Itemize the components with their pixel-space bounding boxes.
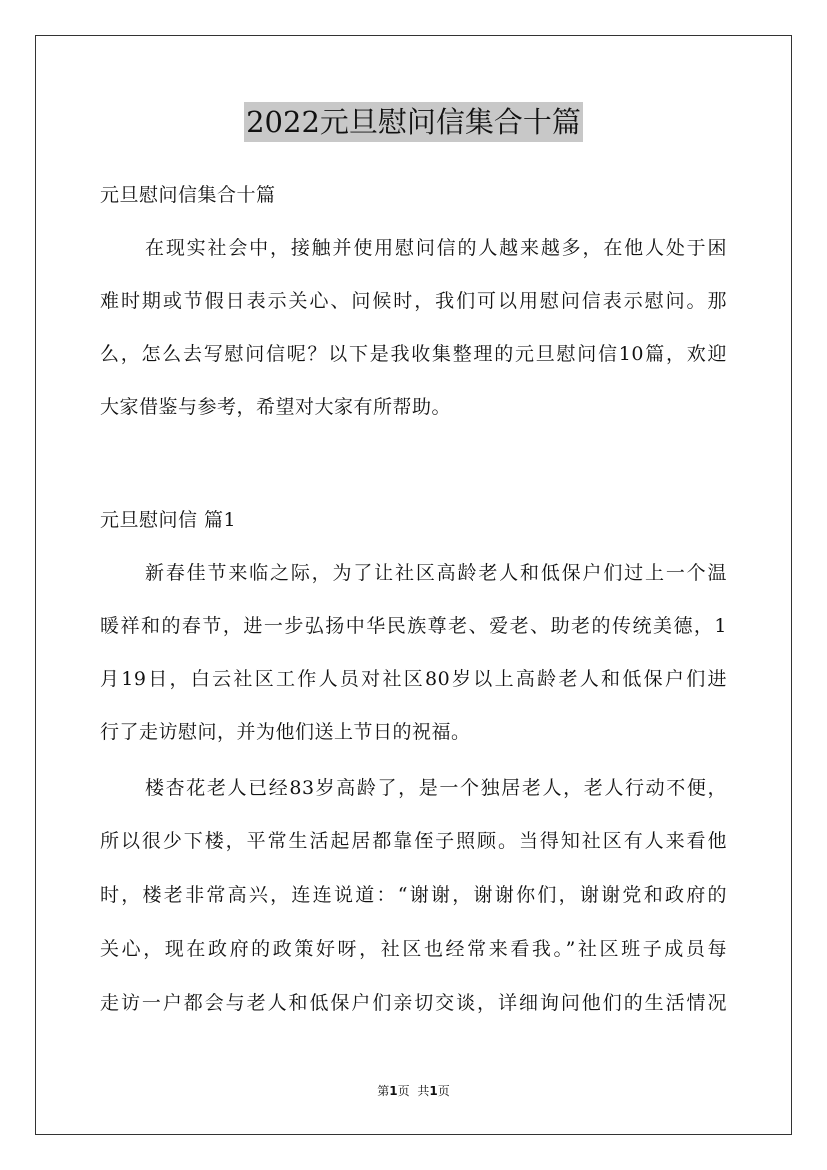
page-footer [0, 1083, 827, 1099]
footer-total-suffix: 页 [437, 1084, 450, 1098]
intro-line-4: 大家借鉴与参考，希望对大家有所帮助。 [100, 396, 452, 418]
s1p1-line-2: 暖祥和的春节，进一步弘扬中华民族尊老、爱老、助老的传统美德，1 [100, 615, 727, 637]
intro-line-2: 难时期或节假日表示关心、问候时，我们可以用慰问信表示慰问。那 [100, 290, 727, 312]
document-subtitle: 元旦慰问信集合十篇 [100, 184, 276, 206]
s1p2-line-1: 楼杏花老人已经83岁高龄了，是一个独居老人，老人行动不便， [145, 777, 727, 799]
intro-line-1: 在现实社会中，接触并使用慰问信的人越来越多，在他人处于困 [145, 237, 727, 259]
footer-page-suffix: 页 [397, 1084, 410, 1098]
intro-line-3: 么，怎么去写慰问信呢？以下是我收集整理的元旦慰问信10篇，欢迎 [100, 343, 727, 365]
s1p2-line-5: 走访一户都会与老人和低保户们亲切交谈，详细询问他们的生活情况 [100, 992, 727, 1014]
s1p2-line-4: 关心，现在政府的政策好呀，社区也经常来看我。”社区班子成员每 [100, 938, 727, 960]
title-container [0, 102, 827, 142]
footer-page-prefix: 第 [377, 1084, 390, 1098]
footer-page-number: 1 [389, 1084, 398, 1098]
s1p1-line-1: 新春佳节来临之际，为了让社区高龄老人和低保户们过上一个温 [145, 562, 727, 584]
footer-total-pages: 1 [429, 1084, 438, 1098]
s1p2-line-2: 所以很少下楼，平常生活起居都靠侄子照顾。当得知社区有人来看他 [100, 830, 727, 852]
footer-total-prefix: 共 [417, 1084, 430, 1098]
s1p1-line-3: 月19日，白云社区工作人员对社区80岁以上高龄老人和低保户们进 [100, 668, 727, 690]
section1-heading: 元旦慰问信 篇1 [100, 509, 237, 531]
s1p1-line-4: 行了走访慰问，并为他们送上节日的祝福。 [100, 721, 471, 743]
s1p2-line-3: 时，楼老非常高兴，连连说道：“谢谢，谢谢你们，谢谢党和政府的 [100, 884, 727, 906]
document-title: 2022元旦慰问信集合十篇 [244, 102, 583, 142]
